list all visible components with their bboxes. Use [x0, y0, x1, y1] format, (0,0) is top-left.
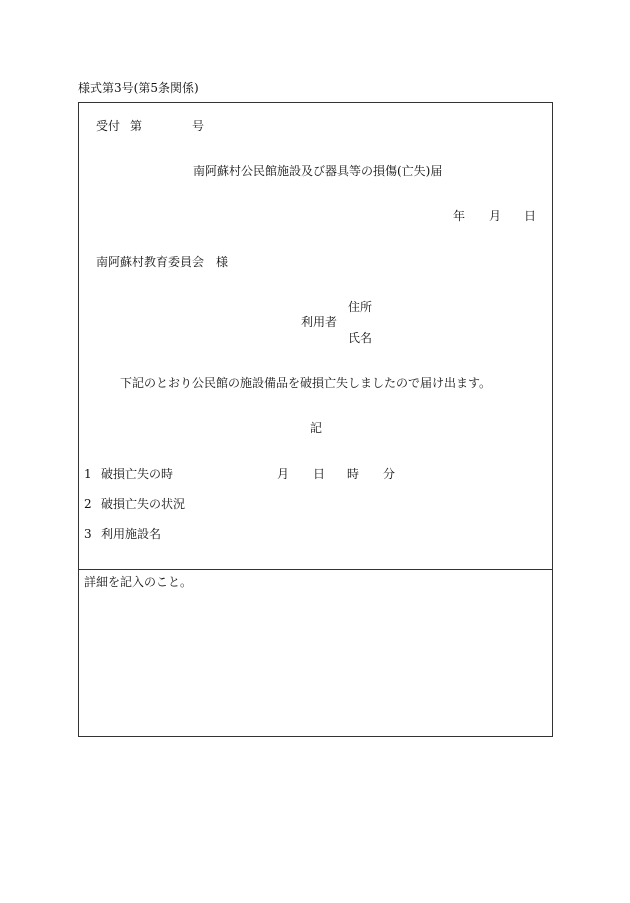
statement-text: 下記のとおり公民館の施設備品を破損亡失しましたので届け出ます。 — [120, 376, 492, 390]
item-2-number: 2 — [84, 497, 92, 511]
applicant-role: 利用者 — [301, 315, 338, 329]
item-1-number: 1 — [84, 467, 92, 481]
ki-heading: 記 — [310, 421, 323, 435]
item-1-label: 破損亡失の時 — [101, 467, 174, 481]
date-day: 日 — [524, 209, 537, 223]
details-note: 詳細を記入のこと。 — [84, 575, 193, 589]
section-divider — [78, 569, 553, 570]
name-label: 氏名 — [348, 331, 373, 345]
time-hour: 時 — [347, 467, 360, 481]
form-title: 南阿蘇村公民館施設及び器具等の損傷(亡失)届 — [193, 164, 443, 178]
form-label: 様式第3号(第5条関係) — [78, 81, 199, 95]
date-month: 月 — [489, 209, 502, 223]
receipt-label: 受付 — [96, 119, 121, 133]
addressee: 南阿蘇村教育委員会 様 — [96, 255, 229, 269]
item-3-label: 利用施設名 — [101, 527, 162, 541]
time-month: 月 — [277, 467, 290, 481]
form-border — [78, 102, 553, 737]
receipt-number-suffix: 号 — [192, 119, 205, 133]
item-3-number: 3 — [84, 527, 92, 541]
item-2-label: 破損亡失の状況 — [101, 497, 186, 511]
time-minute: 分 — [383, 467, 396, 481]
receipt-number-prefix: 第 — [130, 119, 143, 133]
date-year: 年 — [453, 209, 466, 223]
time-day: 日 — [313, 467, 326, 481]
address-label: 住所 — [348, 300, 373, 314]
